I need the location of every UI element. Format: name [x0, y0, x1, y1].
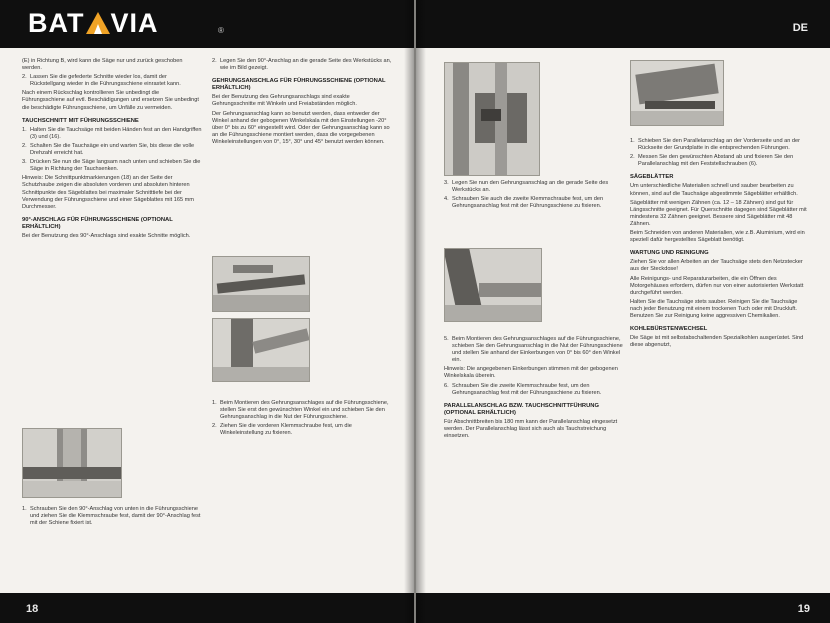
- brand-logo: [28, 8, 159, 39]
- left-column-1: [22, 58, 202, 242]
- left-column-1-continued: [22, 506, 202, 529]
- numbered-step: [444, 336, 624, 364]
- numbered-step: [22, 143, 202, 157]
- step-text: Schrauben Sie die zweite Klemmschraube fest, um den Gehrungsanschlag fest mit der Führungsschiene zu fixieren.: [452, 382, 602, 396]
- registered-mark: ®: [218, 26, 224, 35]
- left-header-bar: [0, 0, 414, 48]
- step-number: 1.: [212, 400, 217, 406]
- step-number: 2.: [22, 74, 27, 81]
- step-number: 4.: [444, 196, 449, 203]
- numbered-step: [22, 127, 202, 141]
- figure-90-stop: [22, 428, 122, 498]
- numbered-step: [444, 383, 624, 397]
- step-number: 2.: [630, 154, 635, 161]
- body-paragraph: Sägeblätter mit wenigen Zähnen (ca. 12 – 18 Zähnen) sind gut für Längsschnitte geeignet. Für Querschnitte dagegen sind Sägeblätter mit mindestens 32 Zähnen geeignet. Bessere sind Sägeblätter mit 48 Zähnen.: [630, 199, 807, 227]
- numbered-step: [444, 180, 624, 194]
- step-number: 6.: [444, 382, 449, 389]
- step-text: Halten Sie die Tauchsäge mit beiden Händen fest an den Handgriffen (3) und (16).: [30, 126, 202, 140]
- step-text: Schrauben Sie auch die zweite Klemmschraube fest, um den Gehrungsanschlag fest mit der Führungsschiene zu fixieren.: [452, 196, 604, 210]
- right-page: [416, 0, 830, 623]
- section-heading: SÄGEBLÄTTER: [630, 174, 674, 181]
- language-label: DE: [792, 22, 808, 34]
- figure-miter-stop-top: [212, 256, 310, 312]
- body-paragraph: Für Abschnittbreiten bis 180 mm kann der Parallelanschlag eingesetzt werden. Der Parallelanschlag lässt sich auch als Tauchstreichung einsetzen.: [444, 418, 618, 440]
- body-paragraph: Um unterschiedliche Materialien schnell und sauber bearbeiten zu können, sind auf die Tauchsäge abgestimmte Sägeblätter erhältlich.: [630, 183, 798, 197]
- body-paragraph: (E) in Richtung B, wird kann die Säge nur und zurück geschoben werden.: [22, 58, 183, 72]
- step-number: 3.: [444, 180, 449, 186]
- figure-parallel-fence: [630, 60, 724, 126]
- body-paragraph: Beim Schneiden von anderen Materialien, wie z.B. Aluminium, wird ein speziell dafür hergestelltes Sägeblatt benötigt.: [630, 230, 805, 244]
- book-gutter: [404, 0, 426, 623]
- numbered-step: [444, 196, 624, 210]
- right-header-bar: [416, 0, 830, 48]
- body-paragraph: Alle Reinigungs- und Reparaturarbeiten, die ein Öffnen des Motorgehäuses erfordern, dürfen nur von einer autorisierten Werkstatt durchgeführt werden.: [630, 275, 804, 296]
- step-text: Legen Sie den 90°-Anschlag an die gerade Seite des Werkstücks an, wie im Bild gezeigt.: [220, 58, 392, 72]
- body-paragraph: Der Gehrungsanschlag kann so benutzt werden, dass entweder der Winkel anhand der gebogenen Winkelskala mit den Einstellungen -20° über 0° bis zu 60° eingestellt wird. Oder der Gehrungsanschlag kann so an die Führungsschiene montiert werden, dass die vorgegebenen Winkeleinstellungen von 0°, 15°, 30° und 45° benutzt werden können.: [212, 110, 390, 145]
- numbered-step: [22, 159, 202, 173]
- step-number: 2.: [212, 423, 217, 430]
- step-number: 3.: [22, 159, 27, 166]
- figure-miter-clamp: [444, 62, 540, 176]
- numbered-step: [212, 423, 392, 437]
- step-text: Drücken Sie nun die Säge langsam nach unten und schieben Sie die Säge in Richtung der Tauchsenken.: [30, 159, 201, 173]
- step-number: 2.: [22, 142, 27, 149]
- logo-triangle-icon: [86, 12, 110, 34]
- step-number: 2.: [212, 58, 217, 64]
- step-number: 1.: [22, 506, 27, 512]
- numbered-step: [212, 400, 392, 421]
- step-number: 5.: [444, 336, 449, 342]
- section-heading: TAUCHSCHNITT MIT FÜHRUNGSSCHIENE: [22, 117, 139, 124]
- left-page: [0, 0, 414, 623]
- body-paragraph: Halten Sie die Tauchsäge stets sauber. Reinigen Sie die Tauchsäge nach jeder Benutzung mit einem trockenen Tuch oder mit Druckluft. Benutzen Sie zur Reinigung keine aggressiven Chemikalien.: [630, 298, 798, 319]
- brand-logo-part-bat: BAT: [28, 8, 85, 38]
- step-text: Schieben Sie den Parallelanschlag an der Vorderseite und an der Rückseite der Grundplatte in die entsprechenden Führungen.: [638, 138, 801, 152]
- step-text: Beim Montieren des Gehrungsanschlages auf die Führungsschiene, schieben Sie den Gehrungsanschlag in die Nut der Führungsschiene und stellen Sie anhand der Einkerbungen von 0° bis 60° den Winkel ein.: [452, 336, 623, 364]
- step-text: Ziehen Sie die vorderen Klemmschraube fest, um die Winkeleinstellung zu fixieren.: [220, 423, 352, 437]
- section-heading: PARALLELANSCHLAG BZW. TAUCHSCHNITTFÜHRUNG (OPTIONAL ERHÄLTLICH): [444, 402, 599, 416]
- numbered-step: [630, 138, 810, 152]
- numbered-step: [212, 58, 392, 72]
- right-column-1-top: [444, 180, 624, 212]
- left-footer-bar: [0, 593, 414, 623]
- body-paragraph: Die Säge ist mit selbstabschaltenden Spezialkohlen ausgerüstet. Sind diese abgenutzt,: [630, 335, 804, 349]
- left-column-2: [212, 58, 392, 148]
- right-column-1-bottom: [444, 336, 624, 442]
- step-number: 1.: [630, 138, 635, 144]
- left-column-2-continued: [212, 400, 392, 439]
- body-paragraph: Hinweis: Die angegebenen Einkerbungen stimmen mit der gebogenen Winkelskala überein.: [444, 366, 618, 380]
- step-number: 1.: [22, 126, 27, 133]
- section-heading: KOHLEBÜRSTENWECHSEL: [630, 326, 708, 333]
- brand-logo-part-via: VIA: [110, 8, 159, 38]
- section-heading: WARTUNG UND REINIGUNG: [630, 250, 709, 257]
- right-column-2: [630, 138, 810, 351]
- section-heading: 90°-ANSCHLAG FÜR FÜHRUNGSSCHIENE (OPTIONAL ERHÄLTLICH): [22, 216, 173, 230]
- page-number-left: 18: [26, 603, 39, 615]
- numbered-step: [630, 154, 810, 168]
- body-paragraph: Bei der Benutzung des Gehrungsanschlags sind exakte Gehrungsschnitte mit Winkeln und Freiabständen möglich.: [212, 94, 357, 108]
- step-text: Lassen Sie die gefederte Schnitte wieder los, damit der Rückstellgang wieder in die Führungsschiene einrastet kann.: [30, 74, 181, 88]
- body-paragraph: Ziehen Sie vor allen Arbeiten an der Tauchsäge stets den Netzstecker aus der Steckdose!: [630, 259, 803, 273]
- figure-miter-stop-side: [212, 318, 310, 382]
- body-paragraph: Bei der Benutzung des 90°-Anschlags sind exakte Schnitte möglich.: [22, 232, 191, 239]
- step-text: Schrauben Sie den 90°-Anschlag von unten in die Führungsschiene und ziehen Sie die Klemmschraube fest, damit der 90°-Anschlag fest mit der Schiene fixiert ist.: [30, 506, 201, 527]
- step-text: Schalten Sie die Tauchsäge ein und warten Sie, bis diese die volle Drehzahl erreicht hat.: [30, 142, 195, 157]
- step-text: Legen Sie nun den Gehrungsanschlag an die gerade Seite des Werkstücks an.: [452, 180, 609, 194]
- figure-miter-rail: [444, 248, 542, 322]
- numbered-step: [22, 74, 202, 88]
- numbered-step: [22, 506, 202, 527]
- section-heading: GEHRUNGSANSCHLAG FÜR FÜHRUNGSSCHIENE (OPTIONAL ERHÄLTLICH): [212, 78, 386, 92]
- step-text: Messen Sie den gewünschten Abstand ab und fixieren Sie den Parallelanschlag mit den Feststellschrauben (6).: [638, 154, 794, 168]
- body-paragraph: Hinweis: Die Schnittpunktmarkierungen (18) an der Seite der Schutzhaube zeigen die absoluten vorderen und absoluten hinteren Schnittpunkte des Sägeblattes bei maximaler Schnitttiefe bei der Verwendung der Führungsschiene und einer Sägeblattes mit 165 mm Durchmesser.: [22, 175, 194, 210]
- body-paragraph: Nach einem Rückschlag kontrollieren Sie unbedingt die Führungsschiene auf evtl. Beschädigungen und ersetzen Sie unbedingt die beschädigte Führungsschiene, um Unfälle zu vermeiden.: [22, 90, 199, 111]
- right-footer-bar: [416, 593, 830, 623]
- step-text: Beim Montieren des Gehrungsanschlages auf die Führungsschiene, stellen Sie erst den gewünschten Winkel ein und schieben Sie den Gehrungsanschlag in die Nut der Führungsschiene.: [220, 400, 389, 421]
- page-number-right: 19: [797, 603, 810, 615]
